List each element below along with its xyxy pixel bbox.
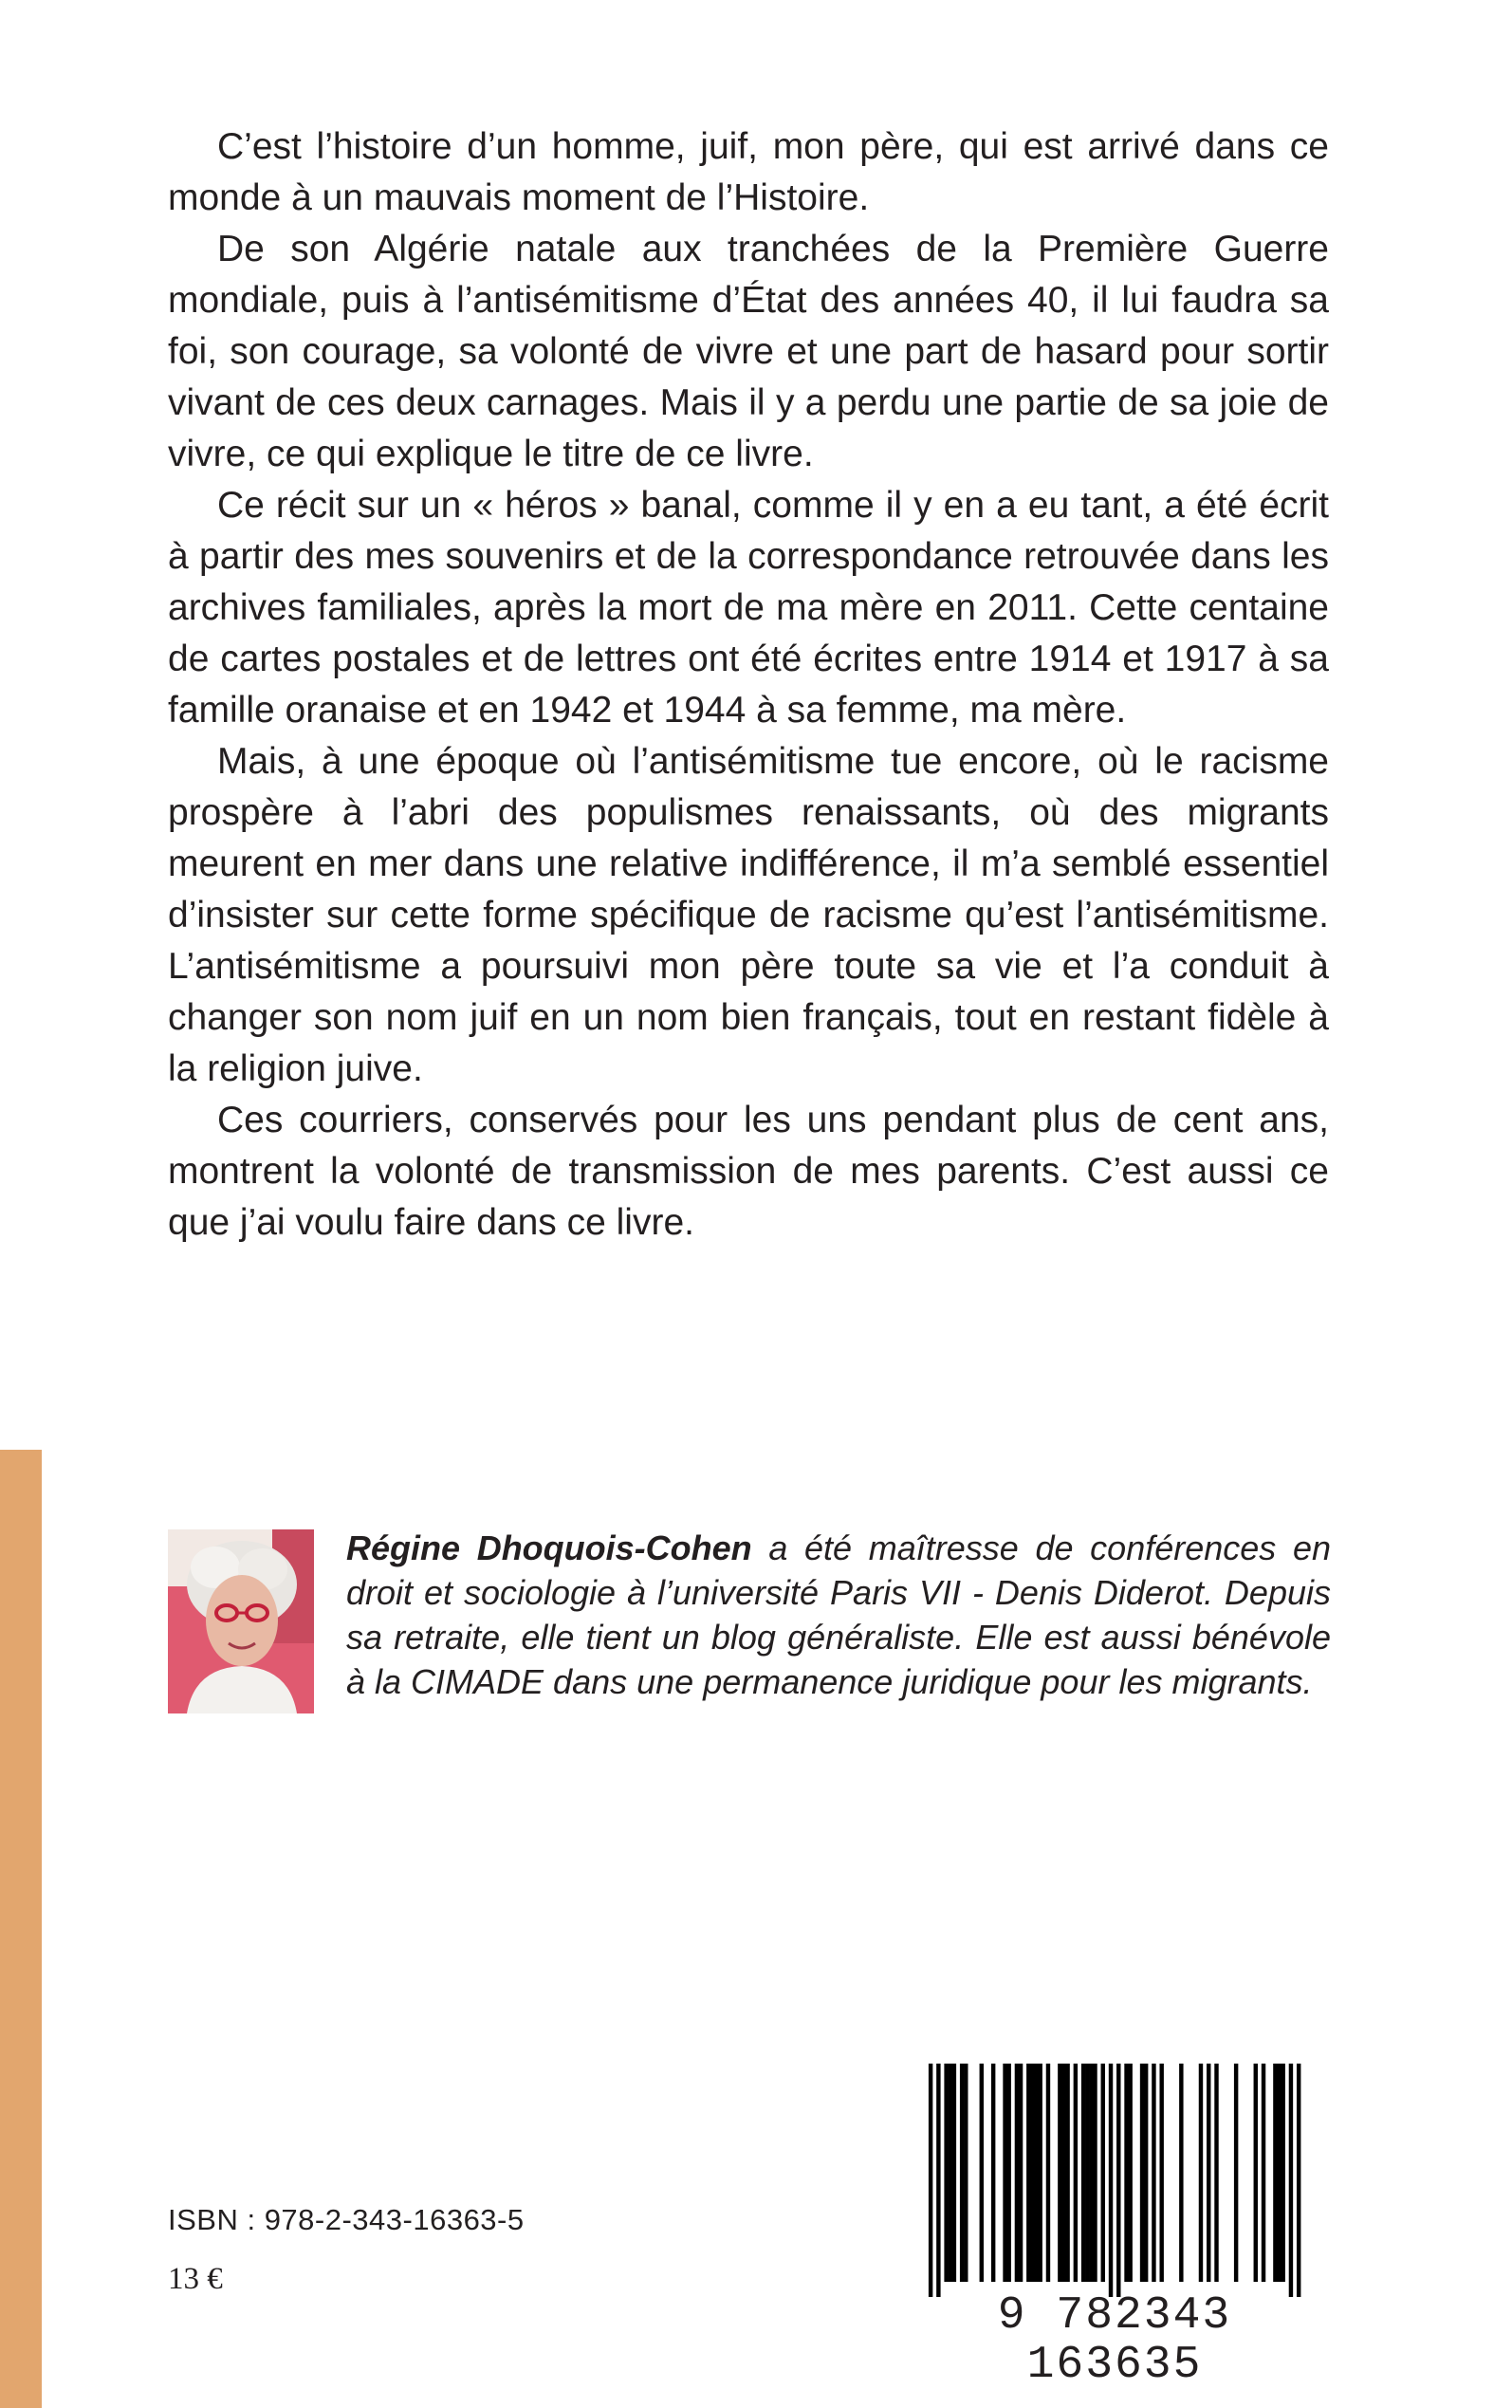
barcode-bar: [1254, 2064, 1258, 2282]
barcode-bar: [1297, 2064, 1300, 2297]
barcode-bar: [1159, 2064, 1163, 2282]
barcode-bar: [1281, 2064, 1284, 2282]
barcode-bar: [1144, 2064, 1148, 2282]
barcode-bar: [1034, 2064, 1038, 2282]
barcode-bar: [1289, 2064, 1293, 2297]
barcode-bar: [952, 2064, 956, 2282]
barcode-bar: [1199, 2064, 1203, 2282]
barcode-bar: [1065, 2064, 1069, 2282]
barcode-bars-icon: [901, 2064, 1328, 2297]
barcode-bar: [1093, 2064, 1097, 2282]
barcode-bar: [991, 2064, 995, 2282]
barcode-bar: [1015, 2064, 1019, 2282]
author-photo: [168, 1529, 314, 1713]
blurb-paragraph-2: De son Algérie natale aux tranchées de la Première Guerre mondiale, puis à l’antisémitisme d’État des années 40, il lui faudra sa foi, son courage, sa volonté de vivre et une part de hasard pour sortir vivant de ces deux carnages. Mais il y a perdu une partie de sa joie de vivre, ce qui explique le titre de ce livre.: [168, 229, 1329, 474]
barcode-bar: [1140, 2064, 1144, 2282]
barcode-bar: [1030, 2064, 1034, 2282]
barcode: [901, 2064, 1328, 2391]
barcode-bar: [1277, 2064, 1281, 2282]
author-bio: [346, 1526, 1331, 1704]
spine-color-band: [0, 1450, 42, 2408]
blurb-paragraph-3: Ce récit sur un « héros » banal, comme il y en a eu tant, a été écrit à partir des mes souvenirs et de la correspondance retrouvée dans les archives familiales, après la mort de ma mère en 2011. Cette centaine de cartes postales et de lettres ont été écrites entre 1914 et 1917 à sa famille oranaise et en 1942 et 1944 à sa femme, ma mère.: [168, 485, 1329, 731]
barcode-bar: [1039, 2064, 1042, 2282]
barcode-bar: [1207, 2064, 1210, 2282]
barcode-bar: [1089, 2064, 1093, 2282]
barcode-bar: [1273, 2064, 1277, 2282]
barcode-bar: [1074, 2064, 1078, 2282]
barcode-bar: [1081, 2064, 1085, 2282]
author-name: Régine Dhoquois-Cohen: [346, 1528, 752, 1567]
barcode-bar: [1109, 2064, 1113, 2297]
author-section: [168, 1526, 1331, 1734]
author-bio-text: a été maîtresse de conférences en droit et sociologie à l’université Paris VII - Denis Diderot. Depuis sa retraite, elle tient un blog généraliste. Elle est aussi bénévole à la CIMADE dans une permanence juridique pour les migrants.: [346, 1528, 1332, 1701]
barcode-bar: [1019, 2064, 1023, 2282]
barcode-bar: [1026, 2064, 1030, 2282]
price-label: 13 €: [168, 2262, 223, 2296]
barcode-bar: [1128, 2064, 1132, 2282]
barcode-bar: [1116, 2064, 1120, 2297]
barcode-digits: 9 782343 163635: [997, 2290, 1232, 2391]
barcode-bar: [1101, 2064, 1105, 2282]
barcode-bar: [1006, 2064, 1010, 2282]
back-cover-blurb: [168, 121, 1329, 1249]
barcode-bar: [944, 2064, 948, 2282]
barcode-bar: [1046, 2064, 1050, 2282]
blurb-paragraph-1: C’est l’histoire d’un homme, juif, mon père, qui est arrivé dans ce monde à un mauvais moment de l’Histoire.: [168, 126, 1329, 218]
barcode-bar: [1124, 2064, 1128, 2282]
barcode-bar: [1058, 2064, 1061, 2282]
author-portrait-image: [168, 1529, 314, 1713]
barcode-bar: [1214, 2064, 1218, 2282]
barcode-bar: [1234, 2064, 1238, 2282]
barcode-bar: [936, 2064, 940, 2297]
blurb-paragraph-5: Ces courriers, conservés pour les uns pendant plus de cent ans, montrent la volonté de transmission de mes parents. C’est aussi ce que j’ai voulu faire dans ce livre.: [168, 1100, 1329, 1243]
barcode-bar: [1152, 2064, 1155, 2282]
barcode-bar: [1262, 2064, 1265, 2282]
barcode-bar: [1179, 2064, 1183, 2282]
isbn-label: ISBN : 978-2-343-16363-5: [168, 2203, 525, 2236]
barcode-bar: [960, 2064, 964, 2282]
blurb-paragraph-4: Mais, à une époque où l’antisémitisme tue encore, où le racisme prospère à l’abri des populismes renaissants, où des migrants meurent en mer dans une relative indifférence, il m’a semblé essentiel d’insister sur cette forme spécifique de racisme qu’est l’antisémitisme. L’antisémitisme a poursuivi mon père toute sa vie et l’a conduit à changer son nom juif en un nom bien français, tout en restant fidèle à la religion juive.: [168, 741, 1329, 1089]
barcode-bar: [949, 2064, 952, 2282]
barcode-bar: [964, 2064, 968, 2282]
barcode-bar: [980, 2064, 984, 2282]
barcode-bar: [1061, 2064, 1065, 2282]
barcode-bar: [1003, 2064, 1006, 2282]
barcode-bar: [1085, 2064, 1089, 2282]
barcode-bar: [929, 2064, 932, 2297]
